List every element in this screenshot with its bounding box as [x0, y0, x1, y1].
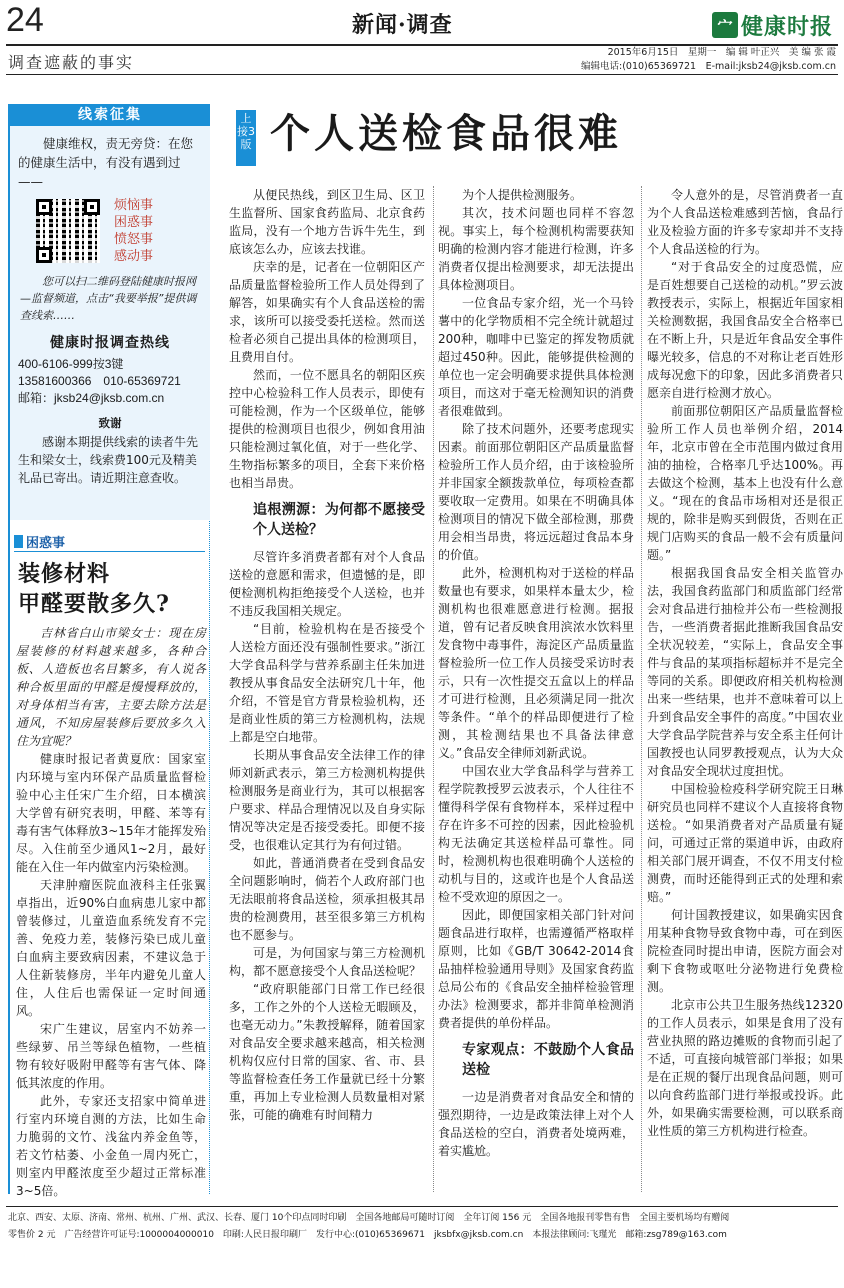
editor-contact: 编辑电话:(010)65369721 E-mail:jksb24@jksb.com.cn	[581, 61, 836, 72]
paragraph: 一位食品专家介绍，光一个马铃薯中的化学物质相不完全统计就超过200种，咖啡中已鉴定的挥发物质就超过450种。因此，能够提供检测的单位也一定会明确要求提供具体检测项目，而这对于毫无检测知识的消费者很难做到。	[438, 296, 634, 418]
paragraph: 中国检验检疫科学研究院王日琳研究员也同样不建议个人直接将食物送检。“如果消费者对产品质量有疑问，可通过正常的渠道申诉，由政府相关部门展开调查，不仅不用支付检测费，而时还能得到正式的处理和索赔。”	[647, 782, 843, 904]
paragraph: 此外，检测机构对于送检的样品数量也有要求，如果样本量太少，检测机构也很难愿意进行检测。据报道，曾有记者反映食用滨浓水饮料里发食物中毒事件，海淀区产品质量监督检验所一位工作人员接受采访时表示，只有一次性提交五盒以上的样品才可进行检测，且必须满足同一批次等条件。“单个的样品即便进行了检测，其检测结果也不具备法律意义。”食品安全律师刘新武说。	[438, 566, 634, 760]
qr-row	[10, 191, 210, 265]
thanks-text: 感谢本期提供线索的读者牛先生和梁女士，线索费100元及精美礼品已寄出。请近期注意查收。	[18, 435, 199, 485]
paragraph: 庆幸的是，记者在一位朝阳区产品质量监督检验所工作人员处得到了解答，如果确实有个人食品送检的需求，该所可以接受委托送检。然而送检者必须自己提出具体的检测项目，且费用自付。	[229, 260, 425, 364]
tip-intro: 健康维权，责无旁贷：在您的健康生活中，有没有遇到过——	[18, 136, 194, 189]
hotline-phone[interactable]: 13581600366 010-65369721	[18, 374, 181, 388]
trouble-tag-label: 困惑事	[26, 536, 66, 551]
divider	[14, 551, 205, 552]
trouble-tag	[14, 532, 65, 551]
side-headline	[18, 559, 170, 619]
paragraph: 尽管许多消费者都有对个人食品送检的意愿和需求，但遗憾的是，即便检测机构拒绝接受个人送检，也并不违反我国相关规定。	[229, 550, 425, 618]
paragraph: “目前，检验机构在是否接受个人送检方面还没有强制性要求。”浙江大学食品科学与营养系副主任朱加进教授从事食品安全法研究几十年，他介绍，不管是官方背景检验机构，还是商业性质的第三方检测机构，法规上都是空白地带。	[229, 622, 425, 744]
footer	[8, 1210, 836, 1244]
hotline-list	[10, 352, 210, 407]
paragraph: 可是，为何国家与第三方检测机构，都不愿意接受个人食品送检呢？	[229, 946, 425, 978]
newspaper-logo[interactable]	[712, 10, 833, 40]
hotline-email[interactable]: 邮箱：jksb24@jksb.com.cn	[18, 391, 165, 405]
tip-box	[10, 104, 210, 520]
masthead	[0, 0, 844, 74]
article-column-2	[438, 186, 634, 1160]
page-number: 24	[6, 1, 44, 39]
answer-paragraph: 宋广生建议，居室内不妨养一些绿萝、吊兰等绿色植物，一些植物有较好吸附甲醛等有害气体、降低其浓度的作用。	[16, 1022, 206, 1090]
article-column-3	[647, 186, 843, 1140]
answer-paragraph: 健康时报记者黄夏欣：国家室内环境与室内环保产品质量监督检验中心主任宋广生介绍，日本横滨大学曾有研究表明，甲醛、苯等有毒有害气体释放3~15年才能挥发殆尽。入住前至少通风1~2月，最好能在入住一年内做室内污染检测。	[16, 752, 206, 874]
column-divider	[641, 186, 642, 1192]
paragraph: 北京市公共卫生服务热线12320的工作人员表示，如果是食用了没有营业执照的路边摊贩的食物而引起了不适，可直接向城管部门举报；如果是在正规的餐厅出现食品问题，则可以向食药监部门进行举报或投诉。此外，如果确实需要检测，可以联系商业性质的第三方机构进行检查。	[647, 998, 843, 1138]
article-headline: 个人送检食品很难	[270, 110, 622, 157]
slogan-item: 困惑事	[114, 215, 154, 230]
side-headline-line: 装修材料	[18, 561, 111, 587]
footer-publisher-info: 零售价 2 元 广告经营许可证号:1000004000010 印刷:人民日报印刷厂 发行中心:(010)65369671 jksbfx@jksb.com.cn 本报法律顾问:飞瑾光 邮箱:zsg789@163.com	[8, 1230, 727, 1240]
paragraph: 然而，一位不愿具名的朝阳区疾控中心检验科工作人员表示，即使有可能检测，作为一个区级单位，能够提供的检测项目也很少，例如食用油只能检测过氧化值，对于一些化学、生物指标繁多的项目，全套下来价格也相当昂贵。	[229, 368, 425, 490]
answer-paragraph: 天津肿瘤医院血液科主任张翼卓指出，近90%白血病患儿家中都曾装修过，儿童造血系统发育不完善、免疫力差，装修污染已成儿童白血病主要致病因素，不建议急于人住新装修房，半年内避免儿童人住，人住后也需保证一定时间通风。	[16, 878, 206, 1018]
slogan-item: 感动事	[114, 249, 154, 264]
paragraph: 因此，即便国家相关部门针对问题食品进行取样，也需遵循严格取样原则，比如《GB/T 30642-2014食品抽样检验通用导则》及国家食药监总局公布的《食品安全抽样检验管理办法》检测要求，都并非简单检测消费者提供的单份样品。	[438, 908, 634, 1030]
paragraph: 从便民热线，到区卫生局、区卫生监督所、国家食药监局、北京食药监局，没有一个地方告诉牛先生，到底该怎么办，应该去找谁。	[229, 188, 425, 256]
tip-hint: 您可以扫二维码登陆健康时报网—监督频道，点击“我要举报”提供调查线索……	[20, 275, 197, 322]
paragraph: 何计国教授建议，如果确实因食用某种食物导致食物中毒，可在到医院检查同时提出申请，医院方面会对剩下食物或呕吐分泌物进行免费检测。	[647, 908, 843, 994]
column-name: 调查遮蔽的事实	[8, 53, 135, 72]
footer-rule	[6, 1206, 838, 1207]
bottom-rule	[6, 74, 838, 75]
logo-text: 健康时报	[741, 13, 834, 40]
footer-print-info: 北京、西安、太原、济南、常州、杭州、广州、武汉、长春、厦门 10个印点同时印刷 全国各地邮局可随时订阅 全年订阅 156 元 全国各地报刊零售有售 全国主要机场均有赠阅	[8, 1213, 730, 1223]
paragraph: 长期从事食品安全法律工作的律师刘新武表示，第三方检测机构提供检测服务是商业行为，其可以根据客户要求、样品合理情况以及自身实际情况等决定是否接受委托。即便不接受，也很难认定其行为有何过错。	[229, 748, 425, 852]
tip-box-title: 线索征集	[10, 104, 210, 126]
continued-badge: 上接3版	[236, 110, 256, 166]
subheading: 追根溯源：为何都不愿接受个人送检？	[253, 502, 425, 538]
slogan-item: 愤怒事	[114, 232, 154, 247]
hotline-phone[interactable]: 400-6106-999按3键	[18, 357, 124, 371]
sidebar	[8, 104, 210, 1198]
paragraph: 一边是消费者对食品安全和情的强烈期待，一边是政策法律上对个人食品送检的空白，消费者处境两难，着实尴尬。	[438, 1090, 634, 1158]
column-divider	[433, 186, 434, 1192]
paragraph: 根据我国食品安全相关监管办法，我国食药监部门和质监部门经常会对食品进行抽检并公布一些检测报告，一些消费者据此推断我国食品安全状况较差，“实际上，食品安全事件与食品的某项指标超标并不是完全等同的关系。即便政府相关机构检测出来一些结果，也并不意味着可以上升到食品安全事件的高度。”中国农业大学食品学院营养与安全系主任何计国教授也认同罗教授观点，认为大众对食品安全现状过度担忧。	[647, 566, 843, 778]
paragraph: 中国农业大学食品科学与营养工程学院教授罗云波表示，个人往往不懂得科学保有食物样本，采样过程中存在许多不可控的因素，因此检验机构无法确定其送检样品可靠性。同时，检测机构也很难明确个人送检的动机与目的，这或许也是个人食品送检不受欢迎的原因之一。	[438, 764, 634, 904]
issue-date-editors: 2015年6月15日 星期一 编 辑 叶正兴 美 编 张 霞	[607, 47, 836, 58]
paragraph: 令人意外的是，尽管消费者一直为个人食品送检难感到苦恼，食品行业及检验方面的许多专家却并不支持个人食品送检的行为。	[647, 188, 843, 256]
side-article-body	[16, 624, 206, 1200]
section-title: 新闻·调查	[352, 12, 453, 38]
qr-code-icon[interactable]	[36, 199, 100, 263]
subheading: 专家观点：不鼓励个人食品送检	[462, 1042, 634, 1078]
paragraph: “对于食品安全的过度恐慌，应是百姓想要自己送检的动机。”罗云波教授表示，实际上，根据近年国家相关检测数据，我国食品安全合格率已在不断上升，只是近年食品安全事件曝光较多，信息的不对称让老百姓形成每况愈下的印象，因此多消费者只愿亲自进行检测才放心。	[647, 260, 843, 400]
thanks-title: 致谢	[98, 416, 122, 430]
side-headline-line: 甲醛要散多久?	[18, 591, 170, 617]
paragraph: 其次，技术问题也同样不容忽视。事实上，每个检测机构需要获知明确的检测内容才能进行检测，许多消费者仅提出检测要求，却无法提出具体检测项目。	[438, 206, 634, 292]
paragraph: “政府职能部门日常工作已经很多，工作之外的个人送检无暇顾及，也毫无动力。”朱教授解释，随着国家对食品安全要求越来越高，相关检测机构仅应付日常的国家、省、市、县等监督检查任务工作量就已经十分繁重，再加上专业检测人员数量相对紧张，可能的确难有时间精力	[229, 982, 425, 1122]
tag-square-icon	[14, 535, 23, 548]
slogan-item: 烦恼事	[114, 198, 154, 213]
paragraph: 如此，普通消费者在受到食品安全问题影响时，倘若个人政府部门也无法眼前将食品送检，须承担极其昂贵的检测费用，甚至很多第三方机构也不愿参与。	[229, 856, 425, 942]
hotline-title: 健康时报调查热线	[50, 335, 170, 351]
logo-icon: 宀	[712, 12, 738, 38]
reader-question: 吉林省白山市梁女士：现在房屋装修的材料越来越多，各种合板、人造板也名目繁多，有人说各种合板里面的甲醛是慢慢释放的，对身体相当有害，主要去除方法是通风，不知房屋装修后要放多久入住为宜呢？	[16, 626, 206, 748]
slogan-list	[114, 197, 153, 265]
paragraph: 为个人提供检测服务。	[462, 188, 583, 202]
paragraph: 除了技术问题外，还要考虑现实因素。前面那位朝阳区产品质量监督检验所工作人员介绍，由于该检验所并非国家全额拨款单位，每项检查都要收取一定费用。如果在不明确具体检测项目的情况下做全部检测，那费用会相当昂贵，将远远超过食品本身的价值。	[438, 422, 634, 562]
paragraph: 前面那位朝阳区产品质量监督检验所工作人员也举例介绍，2014年，北京市曾在全市范围内做过食用油的抽检，合格率几乎达100%。再去做这个检测，基本上也没有什么意义。“现在的食品市场相对还是很正规的，除非是购买到假货，否则在正规门店购买的食品一般不会有质量问题。”	[647, 404, 843, 562]
answer-paragraph: 此外，专家还支招家中简单进行室内环境自测的方法，比如生命力脆弱的文竹、浅盆内养金鱼等，若文竹枯萎、小金鱼一周内死亡，则室内甲醛浓度至少超过正常标准3~5倍。	[16, 1094, 206, 1198]
article-column-1	[229, 186, 425, 1124]
issue-meta	[581, 46, 836, 74]
